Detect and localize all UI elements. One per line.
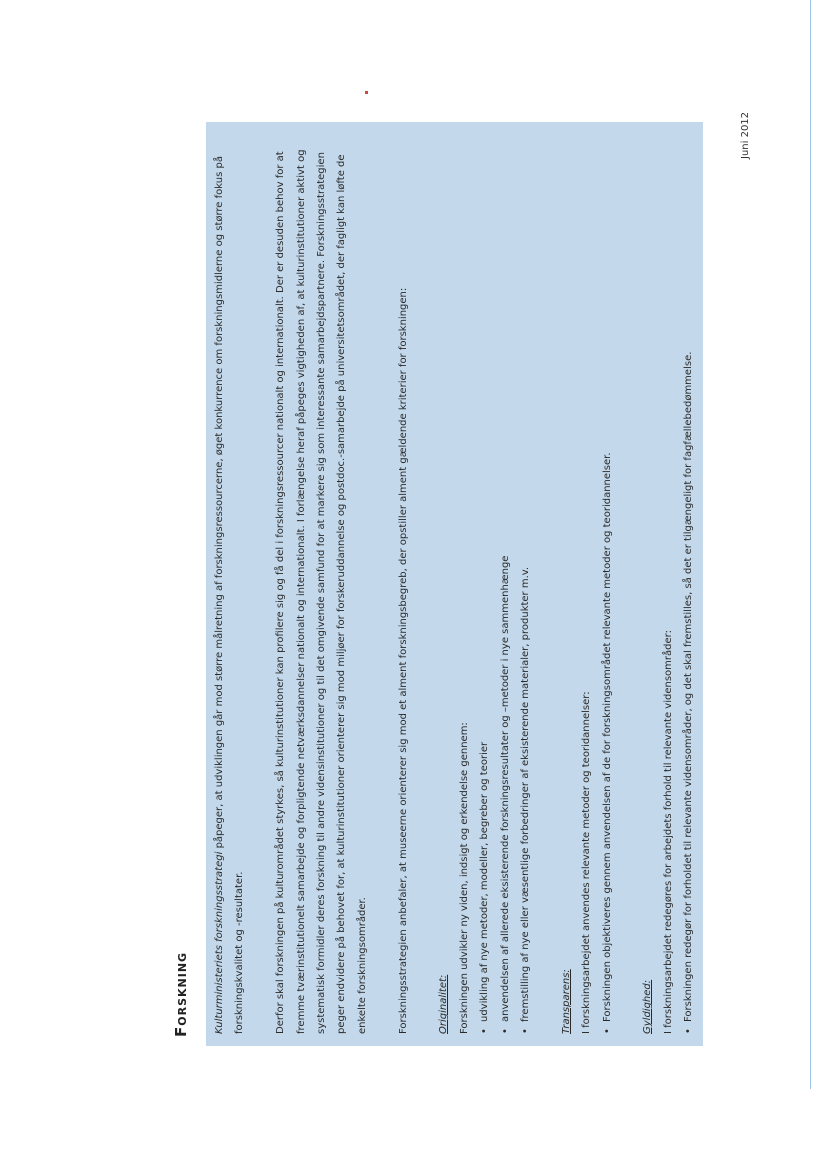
section-title-validity: Gyldighed: — [642, 979, 654, 1034]
transparency-intro: I forskningsarbejdet anvendes relevante metoder og teoridannelser: — [581, 691, 593, 1034]
section-title-transparency: Transparens: — [560, 969, 572, 1034]
list-item: • udvikling af nye metoder, modeller, begreber og teorier — [475, 132, 495, 1034]
text-box — [206, 122, 703, 1046]
paragraph-recommendation: Forskningsstrategien anbefaler, at museerne orienterer sig mod et alment forskningsbegreb, der opstiller alment gældende kriterier for forskningen: — [397, 287, 409, 1034]
date-label: Juni 2012 — [740, 111, 751, 159]
validity-intro: I forskningsarbejdet redegøres for arbejdets forhold til relevante vidensområder: — [662, 630, 674, 1034]
paragraph-intro — [210, 132, 251, 1034]
list-item: • anvendelsen af allerede eksisterende forskningsresultater og –metoder i nye sammenhænge — [496, 132, 516, 1034]
list-item: • Forskningen objektiveres gennem anvendelsen af de for forskningsområdet relevante metoder og teoridannelser. — [598, 132, 618, 1034]
page-heading: Forskning — [172, 951, 190, 1037]
transparency-list — [598, 132, 618, 1034]
intro-text: påpeger, at udviklingen går mod større målretning af forskningsressourcerne, øget konkurrence om forskningsmidlerne og større fokus på forskningskvalitet og -resultater. — [214, 156, 246, 1034]
originality-list — [475, 132, 536, 1034]
list-item: • fremstilling af nye eller væsentlige forbedringer af eksisterende materialer, produkter m.v. — [516, 132, 536, 1034]
validity-list — [679, 132, 699, 1034]
paragraph-need: Derfor skal forskningen på kulturområdet styrkes, så kulturinstitutioner kan profilere sig og få del i forskningsressourcer nationalt og internationalt. Der er desuden behov for at fremme tværinstitutionelt samarbejde og forpligtende netværksdannelser nationalt og internationalt. I forlængelse heraf påpeges vigtigheden af, at kulturinstitutioner aktivt og systematisk formidler deres forskning til andre vidensinstitutioner og til det omgivende samfund for at markere sig som interessante samarbejdspartnere. Forskningsstrategien peger endvidere på behovet for, at kulturinstitutioner orienterer sig mod miljøer for forskeruddannelse og postdoc.-samarbejde på universitetsområdet, der fagligt kan løfte de enkelte forskningsområder. — [275, 149, 368, 1034]
list-item: • Forskningen redegør for forholdet til relevante vidensområder, og det skal fremstilles, så det er tilgængeligt for fagfællebedømmelse. — [679, 132, 699, 1034]
scan-line — [810, 0, 811, 1089]
originality-intro: Forskningen udvikler ny viden, indsigt og erkendelse gennem: — [458, 722, 470, 1034]
scan-mark — [365, 91, 368, 94]
section-title-originality: Originalitet: — [438, 974, 450, 1034]
strategy-title: Kulturministeriets forskningsstrategi — [214, 851, 225, 1034]
